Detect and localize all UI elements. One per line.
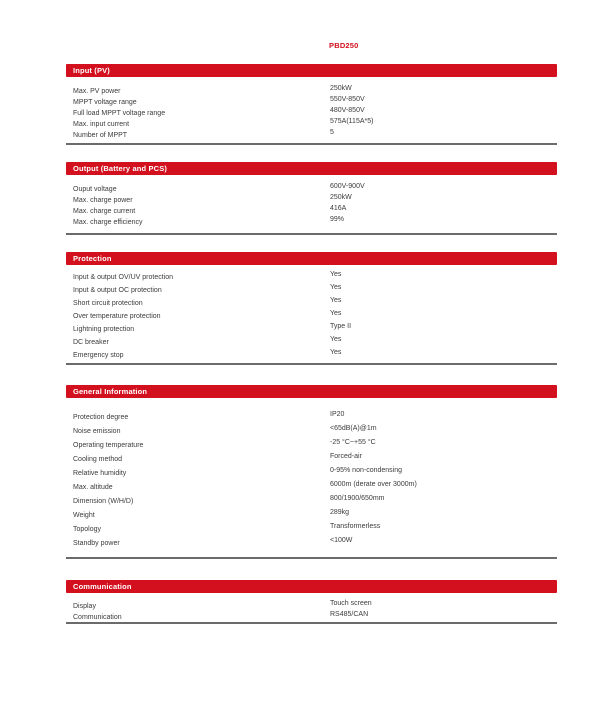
spec-row [66,506,557,520]
spec-rows [66,398,557,548]
spec-label: Max. charge current [73,208,136,215]
spec-value: <65dB(A)@1m [330,425,377,432]
spec-value: <100W [330,537,353,544]
spec-row [66,307,557,320]
spec-label: Lightning protection [73,326,135,333]
spec-value: 289kg [330,509,350,516]
spec-label: Max. input current [73,121,130,128]
spec-label: Over temperature protection [73,313,161,320]
spec-row [66,492,557,506]
model-title: PBD250 [329,41,359,50]
spec-row [66,105,557,116]
spec-value: 6000m (derate over 3000m) [330,481,417,488]
section-header-bar: Output (Battery and PCS) [66,162,557,175]
spec-value: Yes [330,349,342,356]
spec-rows [66,593,557,620]
spec-label: MPPT voltage range [73,99,137,106]
spec-row [66,116,557,127]
spec-label: DC breaker [73,339,109,346]
spec-row [66,436,557,450]
spec-value: 416A [330,205,347,212]
spec-row [66,281,557,294]
section-output-battery-pcs [66,162,557,235]
spec-value: 250kW [330,85,352,92]
spec-rows [66,77,557,138]
spec-value: Yes [330,310,342,317]
spec-label: Display [73,603,96,610]
spec-value: 5 [330,129,334,136]
spec-row [66,346,557,359]
spec-value: 600V-900V [330,183,365,190]
section-separator [66,622,557,624]
spec-row [66,268,557,281]
spec-value: Yes [330,336,342,343]
spec-label: Topology [73,526,102,533]
spec-rows [66,265,557,359]
spec-value: Forced-air [330,453,362,460]
spec-label: Number of MPPT [73,132,128,139]
spec-label: Noise emission [73,428,121,435]
section-separator [66,557,557,559]
spec-label: Standby power [73,540,120,547]
spec-value: Yes [330,271,342,278]
spec-row [66,203,557,214]
spec-row [66,192,557,203]
section-header-bar: Protection [66,252,557,265]
spec-rows [66,175,557,225]
spec-label: Max. charge power [73,197,133,204]
spec-label: Relative humidity [73,470,127,477]
spec-row [66,464,557,478]
spec-row [66,609,557,620]
spec-row [66,408,557,422]
section-separator [66,143,557,145]
spec-value: 480V-850V [330,107,365,114]
spec-row [66,214,557,225]
section-communication [66,580,557,624]
section-input-pv [66,64,557,145]
spec-row [66,598,557,609]
spec-row [66,94,557,105]
spec-label: Max. altitude [73,484,113,491]
section-header-bar: Communication [66,580,557,593]
spec-row [66,520,557,534]
spec-label: Protection degree [73,414,129,421]
spec-label: Max. PV power [73,88,121,95]
spec-value: -25 °C~+55 °C [330,439,376,446]
section-separator [66,363,557,365]
section-header-bar: Input (PV) [66,64,557,77]
spec-row [66,127,557,138]
spec-value: 99% [330,216,345,223]
spec-row [66,181,557,192]
section-header-bar: General Information [66,385,557,398]
spec-row [66,294,557,307]
spec-value: Type II [330,323,352,330]
spec-label: Input & output OV/UV protection [73,274,174,281]
section-separator [66,233,557,235]
spec-label: Full load MPPT voltage range [73,110,166,117]
spec-row [66,333,557,346]
section-general-information [66,385,557,559]
spec-value: 250kW [330,194,352,201]
spec-value: Touch screen [330,600,372,607]
spec-value: 575A(115A*5) [330,118,374,125]
spec-row [66,534,557,548]
spec-row [66,422,557,436]
spec-value: 550V-850V [330,96,365,103]
spec-value: 0-95% non-condensing [330,467,402,474]
spec-row [66,320,557,333]
spec-label: Ouput voltage [73,186,117,193]
spec-value: Yes [330,297,342,304]
spec-label: Short circuit protection [73,300,143,307]
spec-label: Input & output OC protection [73,287,162,294]
spec-value: 800/1900/650mm [330,495,385,502]
spec-label: Dimension (W/H/D) [73,498,134,505]
spec-row [66,450,557,464]
spec-label: Weight [73,512,95,519]
spec-label: Communication [73,614,122,621]
spec-value: Transformerless [330,523,381,530]
spec-value: IP20 [330,411,345,418]
spec-label: Emergency stop [73,352,124,359]
spec-row [66,83,557,94]
spec-label: Max. charge efficiency [73,219,143,226]
spec-row [66,478,557,492]
spec-value: Yes [330,284,342,291]
spec-label: Operating temperature [73,442,144,449]
section-protection [66,252,557,365]
spec-value: RS485/CAN [330,611,369,618]
spec-label: Cooling method [73,456,123,463]
